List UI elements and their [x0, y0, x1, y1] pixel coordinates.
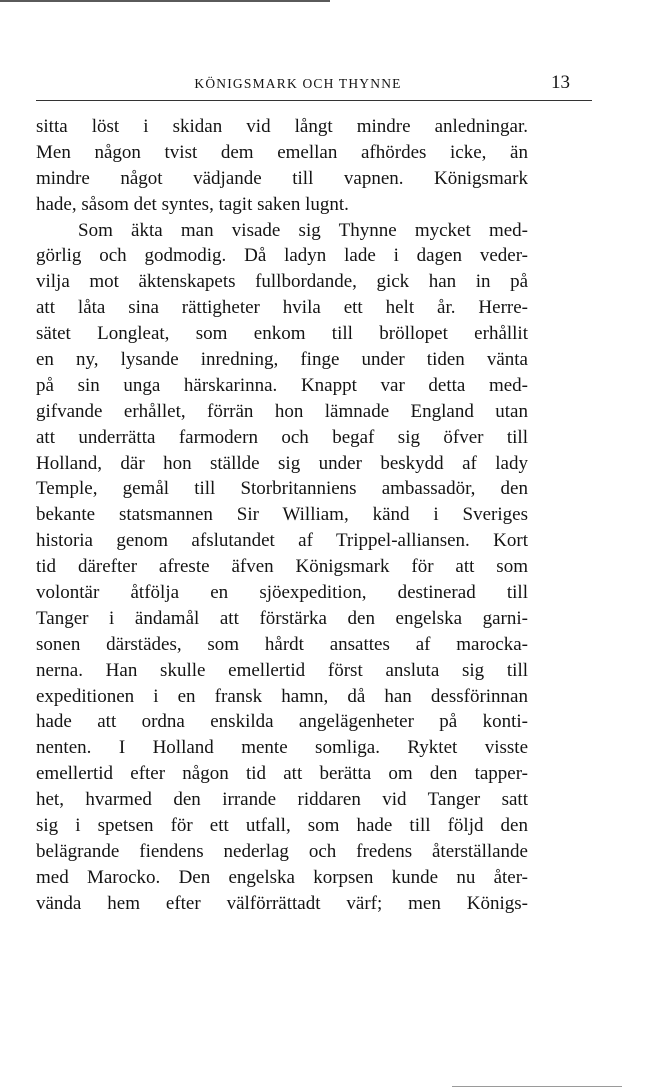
text-line: Men någon tvist dem emellan afhördes icke, än [36, 141, 528, 163]
text-line: historia genom afslutandet af Trippel-alliansen. Kort [36, 530, 528, 552]
text-line: mindre något vädjande till vapnen. Königsmark [36, 167, 528, 189]
page-header [36, 70, 592, 100]
text-line: sätet Longleat, som enkom till bröllopet erhållit [36, 323, 528, 345]
text-line: tid därefter afreste äfven Königsmark för att som [36, 556, 528, 578]
text-line: hade att ordna enskilda angelägenheter på konti- [36, 711, 528, 733]
page-edge-bottom-line [452, 1086, 622, 1087]
text-line: bekante statsmannen Sir William, känd i Sveriges [36, 504, 528, 526]
text-line: Temple, gemål till Storbritanniens ambassadör, den [36, 478, 528, 500]
text-line: med Marocko. Den engelska korpsen kunde nu åter- [36, 866, 528, 888]
text-line: nenten. I Holland mente somliga. Ryktet visste [36, 737, 528, 759]
text-line: nerna. Han skulle emellertid först ansluta sig till [36, 659, 528, 681]
text-line: emellertid efter någon tid att berätta om den tapper- [36, 763, 528, 785]
text-line: att låta sina rättigheter hvila ett helt år. Herre- [36, 297, 528, 319]
text-line: görlig och godmodig. Då ladyn lade i dagen veder- [36, 245, 528, 267]
body-text [36, 114, 528, 917]
text-line: sonen därstädes, som hårdt ansattes af marocka- [36, 633, 528, 655]
text-line: belägrande fiendens nederlag och fredens återställande [36, 840, 528, 862]
page-number: 13 [551, 72, 570, 93]
text-line: vilja mot äktenskapets fullbordande, gick han in på [36, 271, 528, 293]
running-title: KÖNIGSMARK OCH THYNNE [194, 76, 402, 91]
text-line: gifvande erhållet, förrän hon lämnade England utan [36, 400, 528, 422]
text-line: expeditionen i en fransk hamn, då han dessförinnan [36, 685, 528, 707]
text-line: Holland, där hon ställde sig under beskydd af lady [36, 452, 528, 474]
text-line: en ny, lysande inredning, finge under tiden vänta [36, 349, 528, 371]
text-line: volontär åtfölja en sjöexpedition, destinerad till [36, 582, 528, 604]
text-line: sitta löst i skidan vid långt mindre anledningar. [36, 116, 528, 137]
text-line: vända hem efter välförrättadt värf; men Königs- [36, 892, 528, 914]
text-line: att underrätta farmodern och begaf sig öfver till [36, 426, 528, 448]
text-line: Tanger i ändamål att förstärka den engelska garni- [36, 607, 528, 629]
text-line: på sin unga härskarinna. Knappt var detta med- [36, 374, 528, 396]
text-line: sig i spetsen för ett utfall, som hade till följd den [36, 815, 528, 837]
text-line: Som äkta man visade sig Thynne mycket med- [78, 219, 528, 241]
page-edge-top-line [0, 0, 330, 2]
text-line: het, hvarmed den irrande riddaren vid Tanger satt [36, 789, 528, 811]
text-line: hade, såsom det syntes, tagit saken lugnt. [36, 193, 349, 215]
header-rule [36, 100, 592, 101]
